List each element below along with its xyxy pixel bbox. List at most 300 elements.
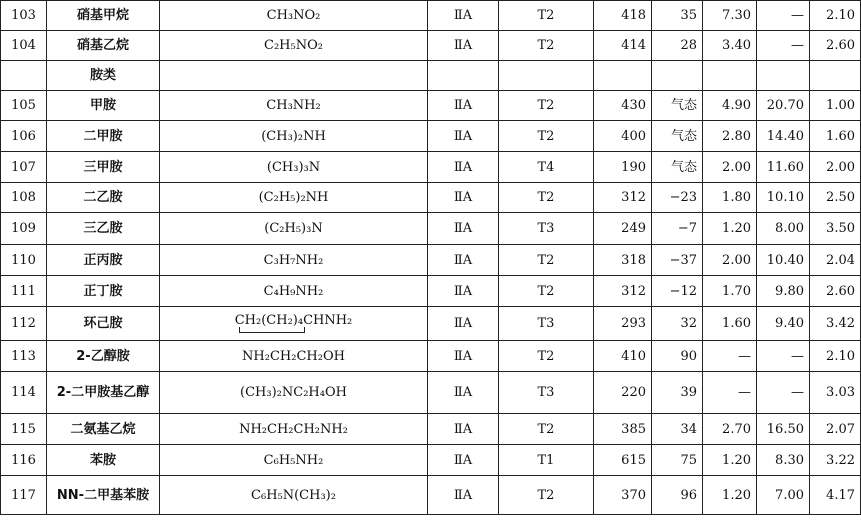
lower-explosive-limit-cell — [703, 276, 757, 307]
row-number-cell — [1, 213, 47, 245]
chemical-name-cell — [47, 414, 160, 445]
chemical-name: 苯胺 — [89, 452, 116, 468]
vapor-density-cell — [810, 61, 861, 91]
flash-point-cell — [652, 372, 703, 414]
lower-explosive-limit-cell — [703, 1, 757, 31]
row-number-cell — [1, 152, 47, 183]
chemical-formula-cell — [160, 307, 428, 341]
vapor-density: 2.60 — [826, 283, 855, 299]
upper-explosive-limit: — — [791, 8, 804, 23]
lower-explosive-limit: 1.20 — [722, 452, 751, 468]
ignition-temperature-cell — [594, 152, 652, 183]
flash-point-cell — [652, 245, 703, 276]
vapor-density-cell — [810, 245, 861, 276]
flash-point: −12 — [669, 283, 697, 299]
upper-explosive-limit: 16.50 — [766, 421, 804, 437]
temperature-class: T1 — [537, 452, 555, 468]
upper-explosive-limit: 9.80 — [775, 283, 804, 299]
chemical-formula-cell — [160, 183, 428, 213]
explosion-class-cell — [428, 1, 499, 31]
temperature-class: T3 — [537, 316, 555, 331]
row-number: 115 — [11, 421, 36, 437]
ignition-temperature-cell — [594, 61, 652, 91]
flash-point-cell — [652, 414, 703, 445]
flash-point: 35 — [680, 8, 697, 23]
chemical-formula: (CH₃)₂NC₂H₄OH — [240, 385, 347, 400]
vapor-density: 2.04 — [826, 252, 855, 268]
ignition-temperature: 418 — [621, 8, 646, 23]
vapor-density: 3.50 — [826, 221, 855, 236]
vapor-density-cell — [810, 1, 861, 31]
temperature-class: T3 — [537, 221, 555, 236]
ignition-temperature-cell — [594, 276, 652, 307]
ignition-temperature-cell — [594, 121, 652, 152]
explosion-class: ⅡA — [453, 128, 473, 144]
lower-explosive-limit: 2.80 — [722, 128, 751, 144]
upper-explosive-limit-cell — [757, 341, 810, 372]
temperature-class: T2 — [537, 190, 555, 205]
chemical-name: 甲胺 — [89, 98, 116, 113]
explosion-class-cell — [428, 476, 499, 515]
chemical-formula-cell — [160, 476, 428, 515]
explosion-class: ⅡA — [453, 98, 473, 113]
chemical-name: 2-乙醇胺 — [76, 348, 130, 364]
chemical-name-cell — [47, 476, 160, 515]
chemical-name-cell — [47, 31, 160, 61]
lower-explosive-limit-cell — [703, 61, 757, 91]
chemical-formula-cell — [160, 245, 428, 276]
chemical-formula-cell — [160, 372, 428, 414]
row-number-cell — [1, 307, 47, 341]
explosion-class: ⅡA — [453, 283, 473, 299]
chemical-formula-cell — [160, 341, 428, 372]
table-row — [1, 121, 861, 152]
explosion-class: ⅡA — [453, 221, 473, 236]
chemical-formula-cell — [160, 414, 428, 445]
vapor-density-cell — [810, 372, 861, 414]
ignition-temperature-cell — [594, 245, 652, 276]
ignition-temperature: 430 — [621, 98, 646, 113]
row-number: 112 — [11, 316, 36, 331]
row-number: 103 — [11, 8, 36, 23]
vapor-density: 2.60 — [826, 38, 855, 53]
chemical-name: 硝基乙烷 — [76, 38, 129, 53]
upper-explosive-limit: 7.00 — [775, 487, 804, 503]
vapor-density-cell — [810, 476, 861, 515]
flash-point-cell — [652, 31, 703, 61]
ignition-temperature: 414 — [621, 38, 646, 53]
upper-explosive-limit-cell — [757, 245, 810, 276]
temperature-class: T3 — [537, 385, 555, 400]
ignition-temperature-cell — [594, 372, 652, 414]
explosion-class-cell — [428, 341, 499, 372]
ignition-temperature: 370 — [621, 487, 646, 503]
lower-explosive-limit-cell — [703, 245, 757, 276]
ignition-temperature-cell — [594, 445, 652, 476]
lower-explosive-limit-cell — [703, 307, 757, 341]
chemical-name: NN-二甲基苯胺 — [56, 487, 150, 503]
table-row — [1, 1, 861, 31]
row-number-cell — [1, 1, 47, 31]
lower-explosive-limit-cell — [703, 31, 757, 61]
lower-explosive-limit: 1.20 — [722, 487, 751, 503]
row-number-cell — [1, 61, 47, 91]
upper-explosive-limit: 9.40 — [775, 316, 804, 331]
lower-explosive-limit: — — [738, 385, 751, 400]
upper-explosive-limit: — — [791, 385, 804, 400]
lower-explosive-limit-cell — [703, 213, 757, 245]
upper-explosive-limit-cell — [757, 414, 810, 445]
chemical-formula-text: CH₂(CH₂)₄CHNH₂ — [234, 313, 353, 328]
flash-point-cell — [652, 121, 703, 152]
lower-explosive-limit-cell — [703, 152, 757, 183]
temperature-class-cell — [499, 121, 594, 152]
chemical-name: 三甲胺 — [83, 159, 123, 175]
ignition-temperature: 615 — [621, 452, 646, 468]
row-number-cell — [1, 276, 47, 307]
ignition-temperature-cell — [594, 341, 652, 372]
upper-explosive-limit-cell — [757, 91, 810, 121]
vapor-density-cell — [810, 91, 861, 121]
flash-point-cell — [652, 91, 703, 121]
ignition-temperature-cell — [594, 476, 652, 515]
flash-point: 气态 — [670, 159, 697, 175]
vapor-density-cell — [810, 276, 861, 307]
upper-explosive-limit-cell — [757, 307, 810, 341]
upper-explosive-limit: 14.40 — [766, 128, 804, 144]
lower-explosive-limit-cell — [703, 476, 757, 515]
upper-explosive-limit: — — [791, 38, 804, 53]
vapor-density-cell — [810, 414, 861, 445]
chemical-name: 胺类 — [89, 68, 116, 83]
lower-explosive-limit: — — [738, 348, 751, 364]
row-number: 104 — [11, 38, 36, 53]
lower-explosive-limit-cell — [703, 91, 757, 121]
temperature-class-cell — [499, 276, 594, 307]
temperature-class: T2 — [537, 487, 555, 503]
upper-explosive-limit: 8.30 — [775, 452, 804, 468]
row-number: 105 — [11, 98, 36, 113]
vapor-density: 4.17 — [826, 487, 855, 503]
chemical-formula: (C₂H₅)₂NH — [258, 190, 329, 205]
chemical-name-cell — [47, 245, 160, 276]
flash-point: −37 — [669, 252, 697, 268]
table-row — [1, 372, 861, 414]
chemical-formula: (C₂H₅)₃N — [264, 221, 323, 236]
flash-point: 34 — [680, 421, 697, 437]
chemical-formula-cell — [160, 91, 428, 121]
upper-explosive-limit-cell — [757, 152, 810, 183]
upper-explosive-limit-cell — [757, 445, 810, 476]
chemical-formula-cell — [160, 445, 428, 476]
chemical-formula-cell — [160, 31, 428, 61]
ignition-temperature-cell — [594, 91, 652, 121]
upper-explosive-limit-cell — [757, 276, 810, 307]
flash-point-cell — [652, 341, 703, 372]
chemical-formula: (CH₃)₃N — [266, 159, 321, 175]
temperature-class: T4 — [537, 159, 555, 175]
upper-explosive-limit-cell — [757, 1, 810, 31]
explosion-class: ⅡA — [453, 252, 473, 268]
row-number: 111 — [11, 283, 36, 299]
chemical-formula-cell — [160, 61, 428, 91]
flash-point-cell — [652, 445, 703, 476]
flash-point: 75 — [680, 452, 697, 468]
row-number-cell — [1, 91, 47, 121]
vapor-density: 3.22 — [826, 452, 855, 468]
chemical-name: 三乙胺 — [83, 221, 123, 236]
explosion-class: ⅡA — [453, 421, 473, 437]
vapor-density: 2.50 — [826, 190, 855, 205]
row-number-cell — [1, 414, 47, 445]
explosion-class-cell — [428, 445, 499, 476]
vapor-density-cell — [810, 445, 861, 476]
vapor-density: 2.07 — [826, 421, 855, 437]
ignition-temperature-cell — [594, 183, 652, 213]
temperature-class: T2 — [537, 98, 555, 113]
table-row — [1, 276, 861, 307]
lower-explosive-limit-cell — [703, 372, 757, 414]
temperature-class: T2 — [537, 8, 555, 23]
explosion-class: ⅡA — [453, 348, 473, 364]
lower-explosive-limit-cell — [703, 121, 757, 152]
temperature-class-cell — [499, 1, 594, 31]
flash-point-cell — [652, 213, 703, 245]
row-number: 107 — [11, 159, 36, 175]
vapor-density-cell — [810, 152, 861, 183]
chemical-name-cell — [47, 341, 160, 372]
ignition-temperature-cell — [594, 1, 652, 31]
ignition-temperature: 249 — [621, 221, 646, 236]
temperature-class-cell — [499, 245, 594, 276]
flash-point: 96 — [680, 487, 697, 503]
temperature-class: T2 — [537, 348, 555, 364]
upper-explosive-limit-cell — [757, 213, 810, 245]
table-row — [1, 307, 861, 341]
lower-explosive-limit: 3.40 — [722, 38, 751, 53]
flash-point: 气态 — [670, 98, 697, 113]
temperature-class-cell — [499, 152, 594, 183]
chemical-name-cell — [47, 152, 160, 183]
table-row — [1, 183, 861, 213]
temperature-class: T2 — [537, 421, 555, 437]
temperature-class-cell — [499, 414, 594, 445]
temperature-class-cell — [499, 213, 594, 245]
chemical-name: 二甲胺 — [83, 128, 123, 144]
lower-explosive-limit-cell — [703, 183, 757, 213]
ignition-temperature: 410 — [621, 348, 646, 364]
row-number-cell — [1, 31, 47, 61]
ring-bond-bracket — [239, 327, 306, 333]
row-number: 114 — [11, 385, 36, 400]
table-row — [1, 91, 861, 121]
flash-point-cell — [652, 307, 703, 341]
vapor-density: 2.00 — [826, 159, 855, 175]
ignition-temperature: 318 — [621, 252, 646, 268]
chemical-formula: C₆H₅N(CH₃)₂ — [251, 487, 336, 503]
temperature-class-cell — [499, 372, 594, 414]
chemical-name-cell — [47, 307, 160, 341]
lower-explosive-limit: 1.60 — [722, 316, 751, 331]
temperature-class-cell — [499, 91, 594, 121]
ring-formula — [235, 313, 353, 334]
chemical-name-cell — [47, 91, 160, 121]
row-number: 116 — [11, 452, 36, 468]
chemical-name: 二乙胺 — [83, 190, 123, 205]
chemical-name: 2-二甲胺基乙醇 — [56, 385, 150, 400]
flash-point: 32 — [680, 316, 697, 331]
chemical-name-cell — [47, 213, 160, 245]
chemical-name-cell — [47, 183, 160, 213]
row-number-cell — [1, 372, 47, 414]
lower-explosive-limit: 4.90 — [722, 98, 751, 113]
explosion-class-cell — [428, 91, 499, 121]
flash-point: −7 — [677, 221, 697, 236]
upper-explosive-limit: — — [791, 348, 804, 364]
upper-explosive-limit: 8.00 — [775, 221, 804, 236]
chemical-name-cell — [47, 445, 160, 476]
upper-explosive-limit-cell — [757, 121, 810, 152]
chemical-name: 二氨基乙烷 — [70, 421, 136, 437]
chemical-formula-cell — [160, 276, 428, 307]
table-row — [1, 476, 861, 515]
explosion-class: ⅡA — [453, 190, 473, 205]
flash-point: 90 — [680, 348, 697, 364]
chemical-formula: CH₃NH₂ — [266, 98, 321, 113]
row-number: 109 — [11, 221, 36, 236]
upper-explosive-limit-cell — [757, 61, 810, 91]
explosion-class-cell — [428, 183, 499, 213]
chemical-formula: C₃H₇NH₂ — [263, 252, 324, 268]
chemical-formula: C₄H₉NH₂ — [263, 283, 324, 299]
upper-explosive-limit-cell — [757, 31, 810, 61]
chemical-formula-cell — [160, 213, 428, 245]
table-row — [1, 152, 861, 183]
chemical-name-cell — [47, 1, 160, 31]
chemical-name: 正丙胺 — [83, 252, 123, 268]
explosion-class: ⅡA — [453, 8, 473, 23]
chemical-formula-cell — [160, 121, 428, 152]
vapor-density: 1.00 — [826, 98, 855, 113]
row-number: 117 — [11, 487, 36, 503]
row-number-cell — [1, 341, 47, 372]
flash-point-cell — [652, 183, 703, 213]
vapor-density-cell — [810, 307, 861, 341]
chemical-name: 正丁胺 — [83, 283, 123, 299]
upper-explosive-limit: 10.40 — [766, 252, 804, 268]
temperature-class-cell — [499, 31, 594, 61]
chemical-name-cell — [47, 121, 160, 152]
explosion-class-cell — [428, 31, 499, 61]
table-row — [1, 61, 861, 91]
explosion-class-cell — [428, 61, 499, 91]
chemical-formula: CH₃NO₂ — [266, 8, 321, 23]
lower-explosive-limit: 1.20 — [722, 221, 751, 236]
explosion-class: ⅡA — [453, 316, 473, 331]
row-number: 106 — [11, 128, 36, 144]
chemical-formula: (CH₃)₂NH — [261, 128, 326, 144]
vapor-density-cell — [810, 341, 861, 372]
ignition-temperature: 312 — [621, 190, 646, 205]
upper-explosive-limit: 11.60 — [766, 159, 804, 175]
explosion-class-cell — [428, 121, 499, 152]
explosion-class: ⅡA — [453, 159, 473, 175]
explosion-class-cell — [428, 213, 499, 245]
flash-point-cell — [652, 276, 703, 307]
temperature-class: T2 — [537, 128, 555, 144]
chemical-formula: NH₂CH₂CH₂OH — [242, 348, 345, 364]
ignition-temperature: 190 — [621, 159, 646, 175]
table-row — [1, 341, 861, 372]
lower-explosive-limit: 1.70 — [722, 283, 751, 299]
vapor-density: 1.60 — [826, 128, 855, 144]
explosion-class-cell — [428, 245, 499, 276]
explosion-class: ⅡA — [453, 385, 473, 400]
ignition-temperature-cell — [594, 213, 652, 245]
upper-explosive-limit: 10.10 — [766, 190, 804, 205]
explosion-class-cell — [428, 414, 499, 445]
flash-point: 气态 — [670, 128, 697, 144]
ignition-temperature: 312 — [621, 283, 646, 299]
table-row — [1, 245, 861, 276]
vapor-density: 3.42 — [826, 316, 855, 331]
chemical-name: 硝基甲烷 — [76, 8, 129, 23]
temperature-class: T2 — [537, 38, 555, 53]
upper-explosive-limit-cell — [757, 372, 810, 414]
explosion-class-cell — [428, 276, 499, 307]
table-row — [1, 31, 861, 61]
chemical-formula-cell — [160, 1, 428, 31]
upper-explosive-limit: 20.70 — [766, 98, 804, 113]
chemical-name-cell — [47, 61, 160, 91]
flash-point: 28 — [680, 38, 697, 53]
vapor-density-cell — [810, 31, 861, 61]
lower-explosive-limit-cell — [703, 445, 757, 476]
lower-explosive-limit-cell — [703, 341, 757, 372]
row-number-cell — [1, 183, 47, 213]
explosion-class-cell — [428, 152, 499, 183]
flash-point: −23 — [669, 190, 697, 205]
chemical-formula-cell — [160, 152, 428, 183]
chemical-name: 环己胺 — [83, 316, 123, 331]
row-number: 108 — [11, 190, 36, 205]
upper-explosive-limit-cell — [757, 476, 810, 515]
temperature-class-cell — [499, 307, 594, 341]
row-number-cell — [1, 121, 47, 152]
chemical-formula: C₂H₅NO₂ — [264, 38, 323, 53]
ignition-temperature-cell — [594, 307, 652, 341]
explosion-class-cell — [428, 307, 499, 341]
explosion-class: ⅡA — [453, 452, 473, 468]
explosion-class: ⅡA — [453, 487, 473, 503]
row-number-cell — [1, 445, 47, 476]
lower-explosive-limit: 2.70 — [722, 421, 751, 437]
temperature-class-cell — [499, 476, 594, 515]
lower-explosive-limit: 7.30 — [722, 8, 751, 23]
lower-explosive-limit: 2.00 — [722, 159, 751, 175]
flash-point-cell — [652, 152, 703, 183]
temperature-class-cell — [499, 61, 594, 91]
row-number: 113 — [11, 348, 36, 364]
vapor-density-cell — [810, 213, 861, 245]
row-number-cell — [1, 476, 47, 515]
chemical-formula: C₆H₅NH₂ — [263, 452, 324, 468]
vapor-density: 3.03 — [826, 385, 855, 400]
temperature-class: T2 — [537, 252, 555, 268]
table-row — [1, 414, 861, 445]
ignition-temperature: 400 — [621, 128, 646, 144]
temperature-class: T2 — [537, 283, 555, 299]
